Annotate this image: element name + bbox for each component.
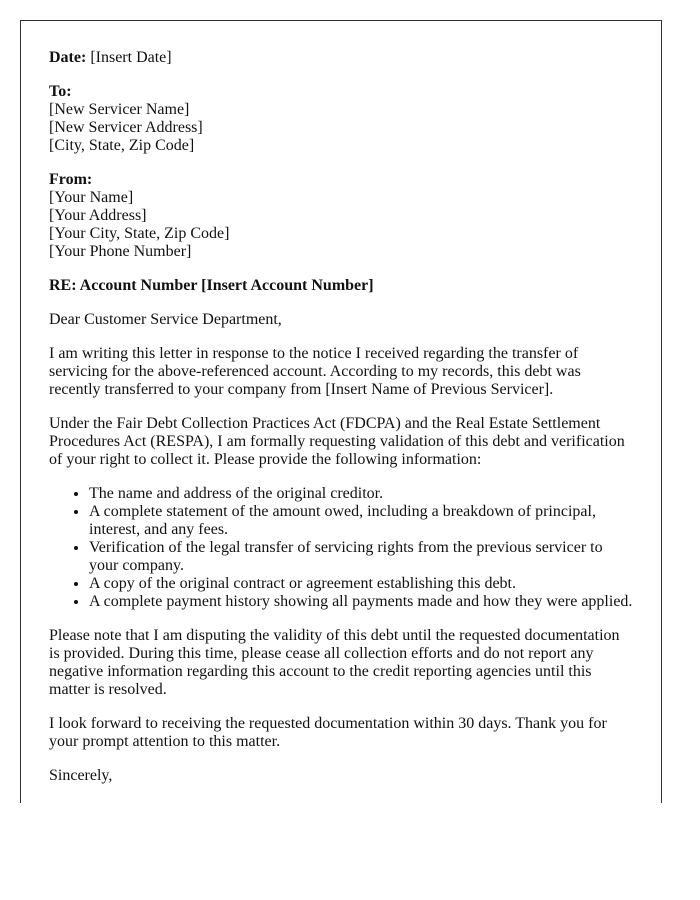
sender-label: From: (49, 171, 93, 188)
sender-address: [Your Address] (49, 207, 147, 224)
letter-page (20, 20, 662, 803)
list-item: • A complete payment history showing all payments made and how they were applied. (89, 593, 633, 611)
intro-paragraph: I am writing this letter in response to the notice I received regarding the transfer of servicing for the above-referenced account. According to my records, this debt was recently transferred to your company from [Insert Name of Previous Servicer]. (49, 345, 581, 398)
subject-line: RE: Account Number [Insert Account Number] (49, 277, 374, 294)
sender-block (49, 171, 633, 261)
closing-paragraph: I look forward to receiving the requested documentation within 30 days. Thank you for your prompt attention to this matter. (49, 715, 607, 750)
requested-items-list (49, 485, 633, 611)
recipient-label: To: (49, 83, 72, 100)
signoff: Sincerely, (49, 767, 113, 784)
sender-phone: [Your Phone Number] (49, 243, 192, 260)
sender-name: [Your Name] (49, 189, 134, 206)
sender-city-state-zip: [Your City, State, Zip Code] (49, 225, 230, 242)
list-item: • The name and address of the original creditor. (89, 485, 633, 503)
date-line (49, 49, 633, 67)
recipient-block (49, 83, 633, 155)
request-paragraph: Under the Fair Debt Collection Practices Act (FDCPA) and the Real Estate Settlement Procedures Act (RESPA), I am formally requesting validation of this debt and verification of your right to collect it. Please provide the following information: (49, 415, 625, 468)
salutation: Dear Customer Service Department, (49, 311, 282, 328)
recipient-address: [New Servicer Address] (49, 119, 203, 136)
list-item: • A copy of the original contract or agreement establishing this debt. (89, 575, 633, 593)
date-value: [Insert Date] (90, 49, 172, 66)
dispute-paragraph: Please note that I am disputing the validity of this debt until the requested documentation is provided. During this time, please cease all collection efforts and do not report any negative information regarding this account to the credit reporting agencies until this matter is resolved. (49, 627, 620, 698)
list-item: • A complete statement of the amount owed, including a breakdown of principal, interest, and any fees. (89, 503, 633, 539)
date-label: Date: (49, 49, 87, 66)
list-item: • Verification of the legal transfer of servicing rights from the previous servicer to your company. (89, 539, 633, 575)
recipient-city-state-zip: [City, State, Zip Code] (49, 137, 195, 154)
recipient-name: [New Servicer Name] (49, 101, 190, 118)
